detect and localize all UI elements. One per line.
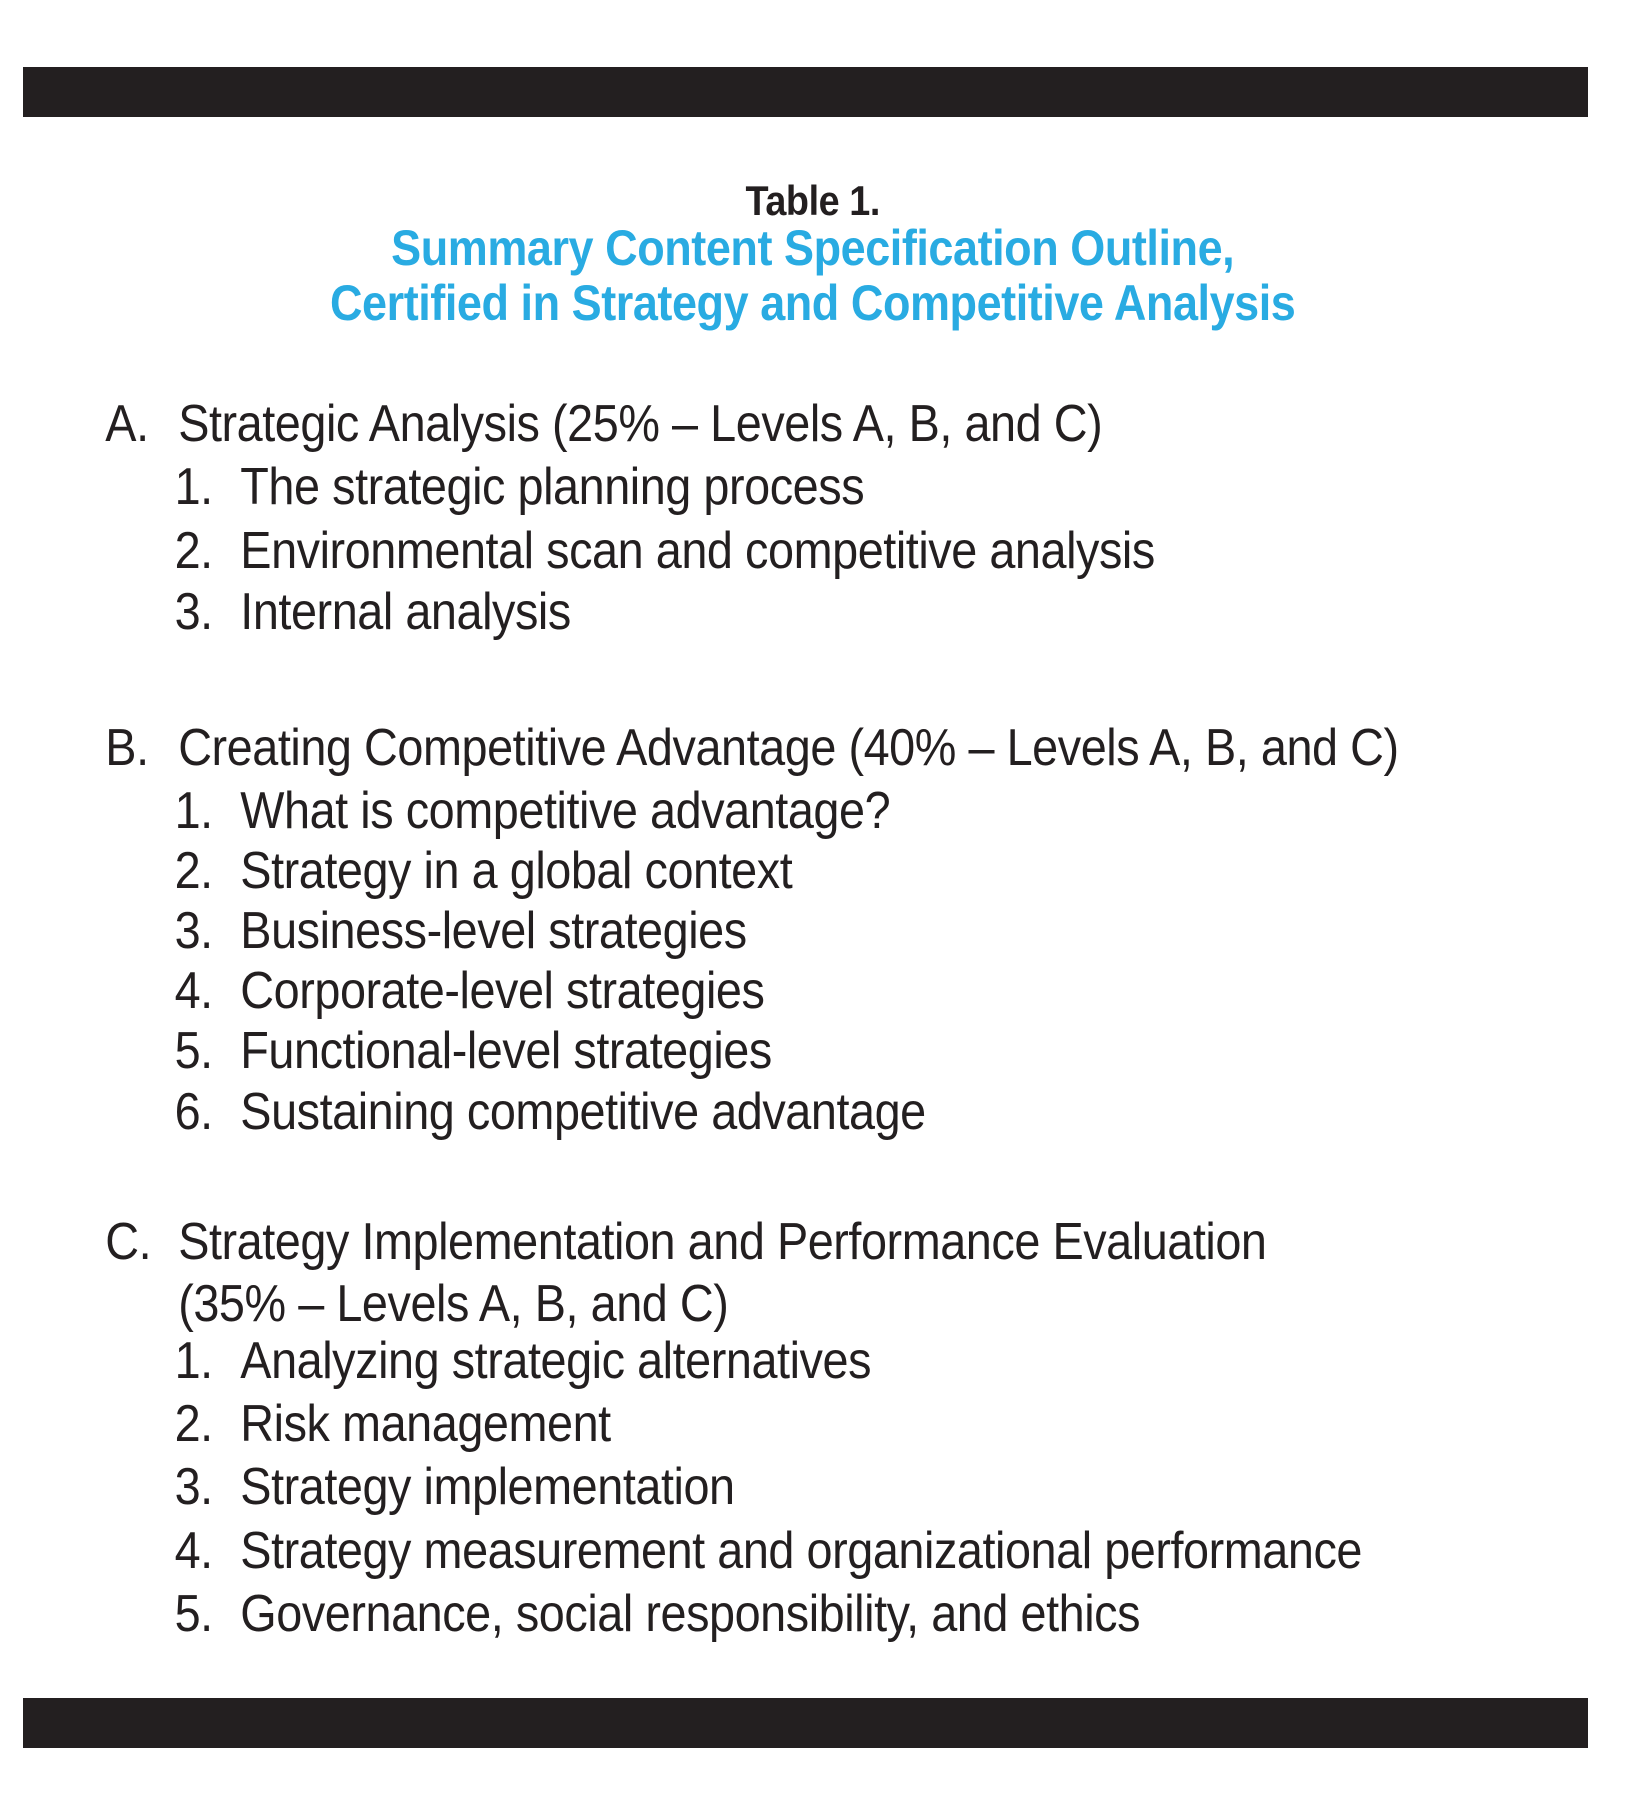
list-item: [175, 900, 747, 962]
item-text: Environmental scan and competitive analysis: [240, 522, 1155, 580]
list-item: [175, 840, 793, 902]
item-number: 5.: [174, 1022, 213, 1080]
item-number: 3.: [174, 583, 213, 641]
item-text: Strategy implementation: [240, 1458, 735, 1516]
item-text: Strategy measurement and organizational performance: [240, 1522, 1362, 1580]
list-item: [175, 520, 1155, 582]
bottom-divider-bar: [23, 1698, 1588, 1748]
table-title: [0, 221, 1625, 331]
list-item: [175, 1330, 871, 1392]
item-number: 5.: [174, 1585, 213, 1643]
item-number: 2.: [174, 522, 213, 580]
section-letter-a: A.: [105, 395, 149, 453]
item-text: The strategic planning process: [240, 458, 865, 516]
section-header-b: [105, 717, 1398, 779]
list-item: [175, 456, 865, 518]
list-item: [175, 581, 571, 643]
table-caption: Table 1.: [745, 177, 880, 224]
item-number: 4.: [174, 962, 213, 1020]
item-text: Strategy in a global context: [240, 842, 793, 900]
list-item: [175, 960, 765, 1022]
list-item: [175, 1456, 735, 1518]
item-text: Sustaining competitive advantage: [240, 1083, 926, 1141]
section-title-c: Strategy Implementation and Performance Evaluation: [178, 1213, 1267, 1271]
item-text: Risk management: [240, 1395, 611, 1453]
item-number: 2.: [174, 842, 213, 900]
list-item: [175, 1393, 611, 1455]
list-item: [175, 1081, 926, 1143]
item-text: What is competitive advantage?: [240, 782, 891, 840]
list-item: [175, 1583, 1140, 1645]
item-text: Analyzing strategic alternatives: [240, 1332, 872, 1390]
section-letter-b: B.: [105, 719, 149, 777]
list-item: [175, 1020, 772, 1082]
item-number: 3.: [174, 1458, 213, 1516]
item-text: Functional-level strategies: [240, 1022, 772, 1080]
section-header-c: [105, 1211, 1266, 1273]
item-text: Internal analysis: [240, 583, 571, 641]
table-title-line1: Summary Content Specification Outline,: [391, 220, 1235, 276]
item-number: 2.: [174, 1395, 213, 1453]
section-header-c-line2: (35% – Levels A, B, and C): [178, 1275, 729, 1333]
list-item: [175, 1520, 1362, 1582]
item-text: Business-level strategies: [240, 902, 747, 960]
item-number: 6.: [174, 1083, 213, 1141]
table-title-line2: Certified in Strategy and Competitive Analysis: [330, 275, 1296, 331]
section-title-a: Strategic Analysis (25% – Levels A, B, and C): [178, 395, 1103, 453]
item-number: 3.: [174, 902, 213, 960]
section-letter-c: C.: [105, 1213, 152, 1271]
section-header-a: [105, 393, 1102, 455]
item-number: 1.: [174, 782, 213, 840]
item-number: 1.: [174, 458, 213, 516]
list-item: [175, 780, 891, 842]
item-text: Corporate-level strategies: [240, 962, 765, 1020]
section-title-b: Creating Competitive Advantage (40% – Levels A, B, and C): [178, 719, 1399, 777]
item-number: 1.: [174, 1332, 213, 1390]
item-text: Governance, social responsibility, and ethics: [240, 1585, 1141, 1643]
item-number: 4.: [174, 1522, 213, 1580]
